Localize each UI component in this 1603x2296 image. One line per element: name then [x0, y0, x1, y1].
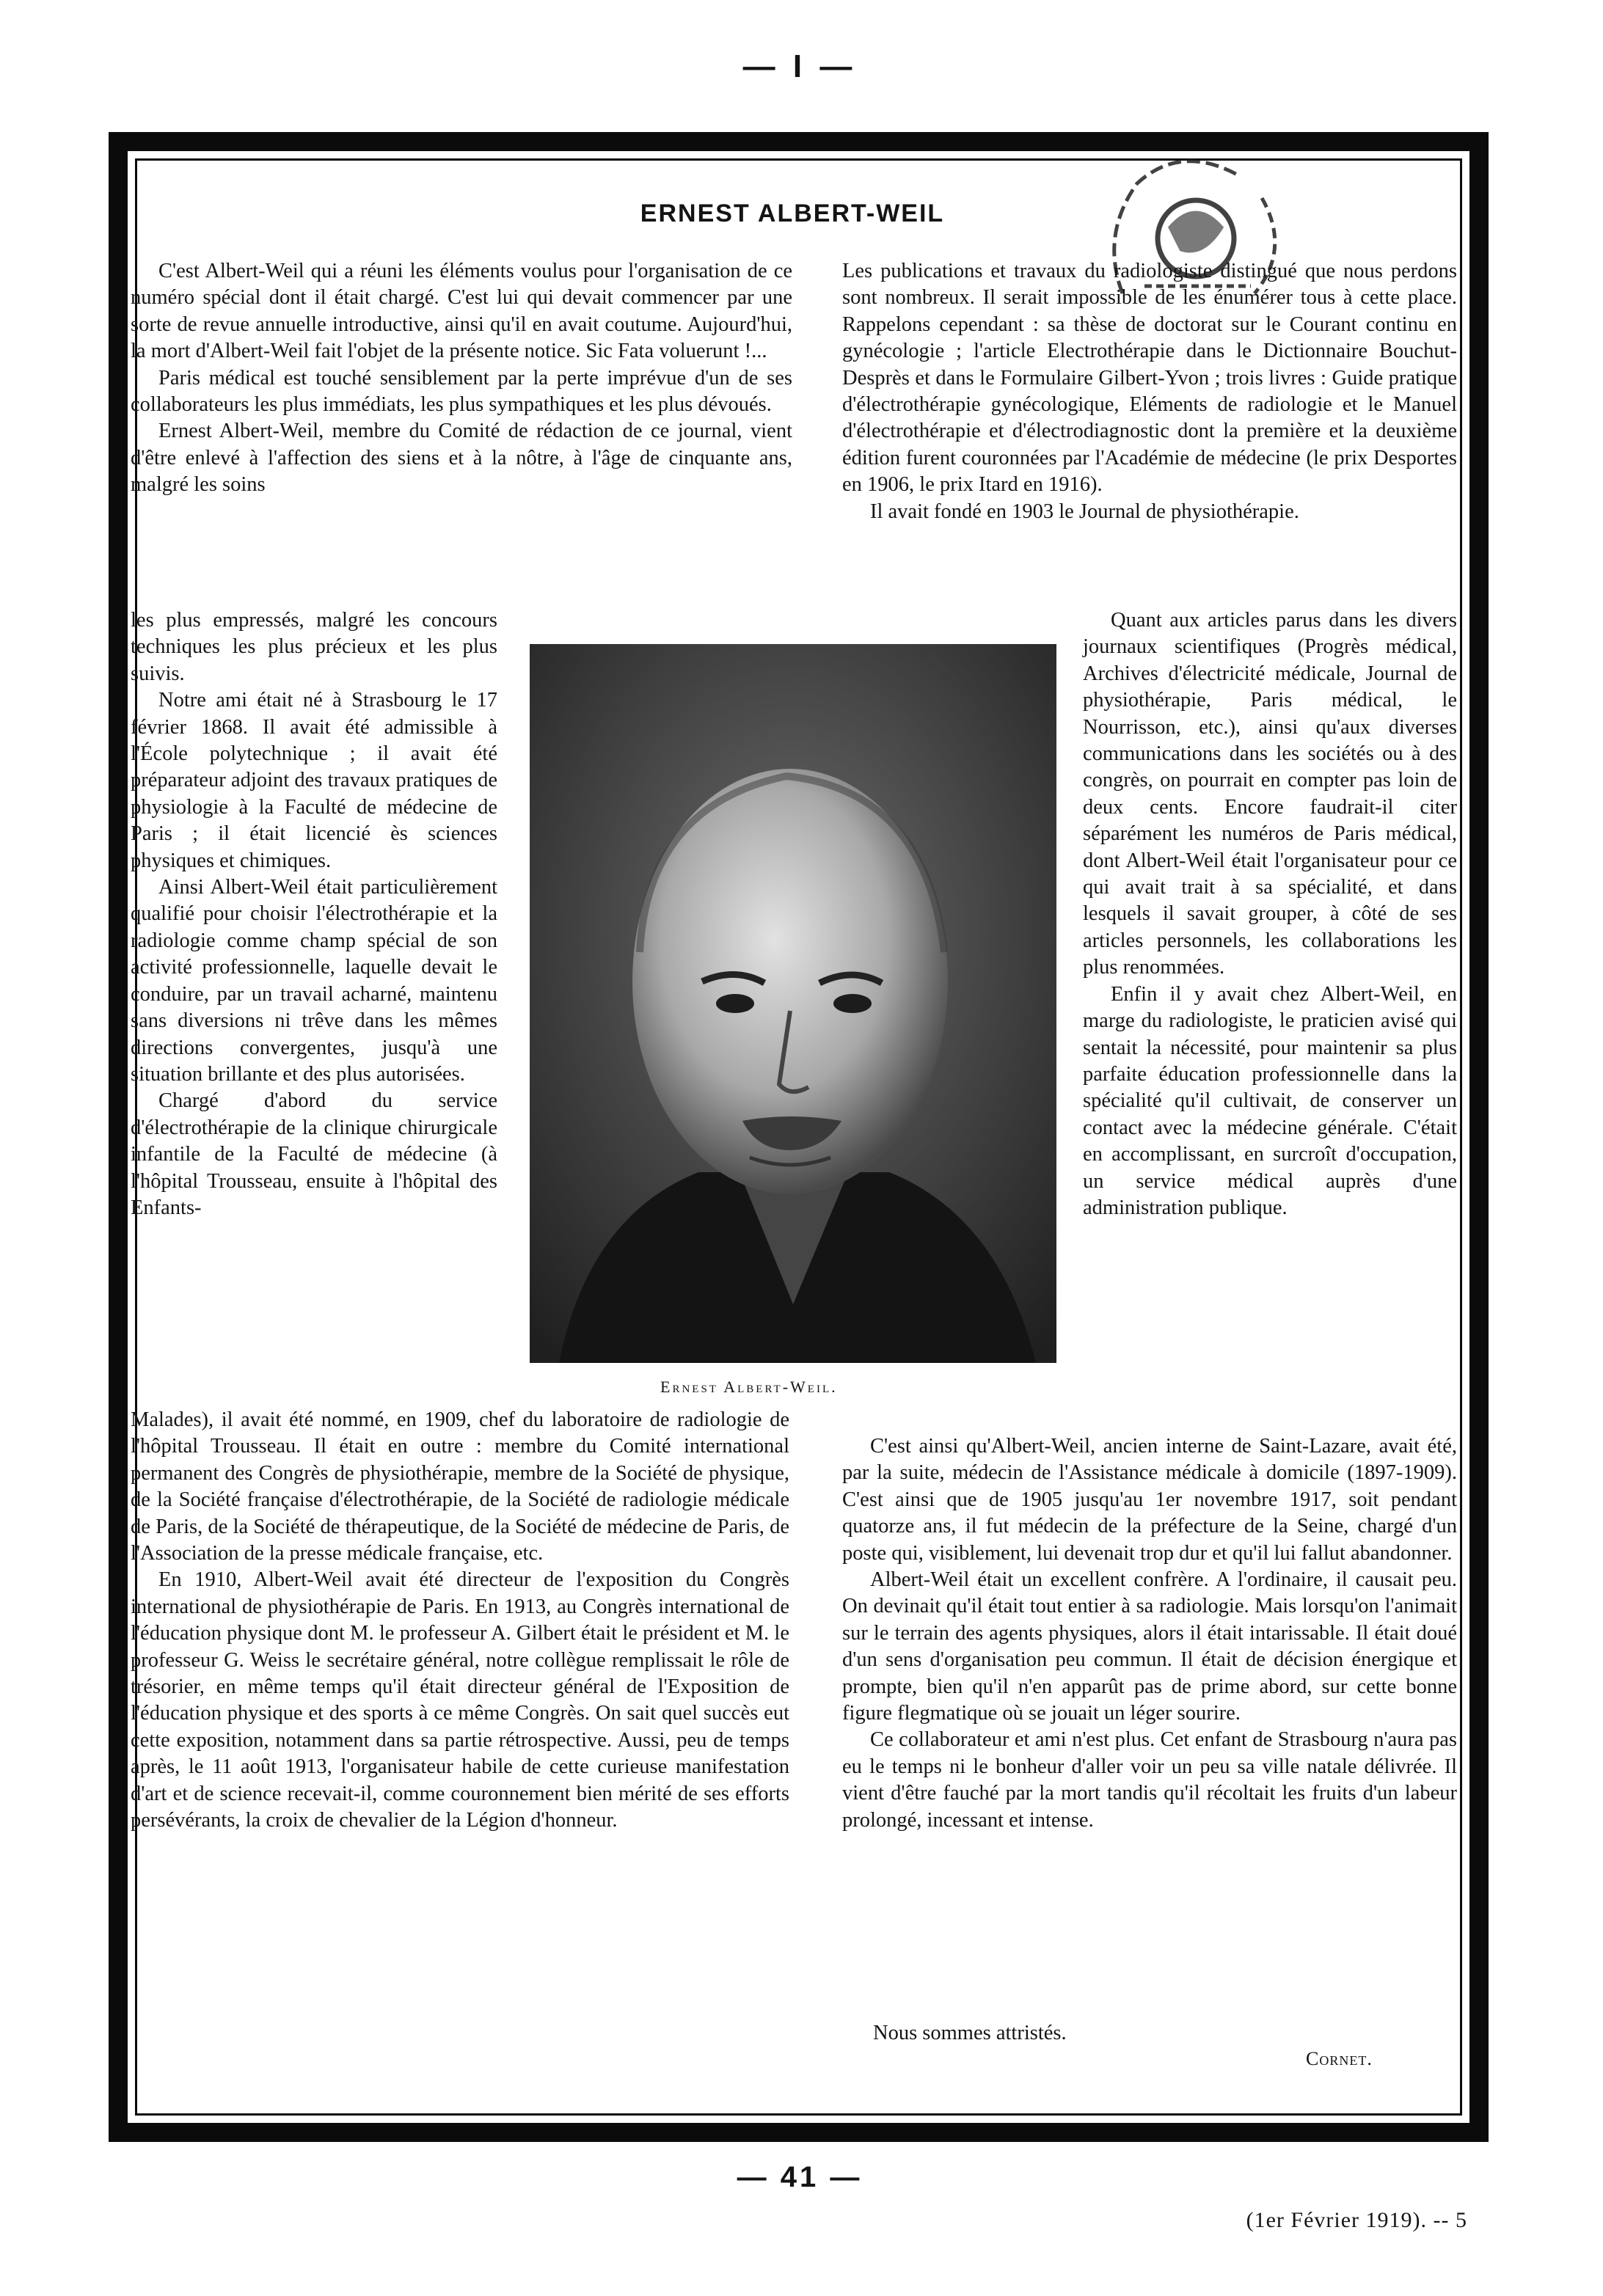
closing-line: Nous sommes attristés. [873, 2022, 1067, 2044]
paragraph: Enfin il y avait chez Albert-Weil, en marge du radiologiste, le praticien avisé qui sentait la nécessité, pour maintenir sa plus parfaite éducation professionnelle dans la spécialité qu'il cultivait, de conserver un contact avec la médecine générale. C'était en accomplissant, en surcroît d'occupation, un service médical auprès d'une administration publique. [1083, 982, 1457, 1219]
paragraph: Ce collaborateur et ami n'est plus. Cet enfant de Strasbourg n'aura pas eu le temps ni le bonheur d'aller voir un peu sa ville natale délivrée. Il vient d'être fauché par la mort tandis qu'il récoltait les fruits d'un labeur prolongé, incessant et intense. [842, 1728, 1457, 1832]
photo-caption: Ernest Albert-Weil. [660, 1378, 838, 1396]
issue-date: (1er Février 1919). -- 5 [1246, 2208, 1467, 2232]
portrait-photo [530, 644, 1056, 1363]
paragraph: En 1910, Albert-Weil avait été directeur de l'exposition du Congrès international de physiothérapie de Paris. En 1913, au Congrès international de l'éducation physique dont M. le professeur A. Gilbert était le président et M. le professeur G. Weiss le secrétaire général, notre collègue remplissait le rôle de trésorier, en même temps qu'il était directeur général de l'Exposition de l'éducation physique et des sports à ce même Congrès. On sait quel succès eut cette exposition, notamment dans sa partie rétrospective. Aussi, peu de temps après, le 11 août 1913, l'organisateur habile de cette curieuse manifestation d'art et de science recevait-il, comme couronnement bien mérité de ses efforts persévérants, la croix de chevalier de la Légion d'honneur. [131, 1568, 789, 1832]
paragraph: Les publications et travaux du radiologiste distingué que nous perdons sont nombreux. Il serait impossible de les énumérer tous à cette place. Rappelons cependant : sa thèse de doctorat sur le Courant continu en gynécologie ; l'article Electrothérapie dans le Dictionnaire Bouchut-Desprès et dans le Formulaire Gilbert-Yvon ; trois livres : Guide pratique d'électrothérapie gynécologique, Eléments de radiologie et le Manuel d'électrothérapie et d'électrodiagnostic dont la première et la deuxième édition furent couronnées par l'Académie de médecine (le prix Desportes en 1906, le prix Itard en 1916). [842, 260, 1457, 497]
left-column-narrow [131, 607, 497, 1221]
paragraph: Chargé d'abord du service d'électrothérapie de la clinique chirurgicale infantile de la Faculté de médecine (à l'hôpital Trousseau, ensuite à l'hôpital des Enfants- [131, 1089, 497, 1219]
paragraph: Ernest Albert-Weil, membre du Comité de rédaction de ce journal, vient d'être enlevé à l'affection des siens et à la nôtre, à l'âge de cinquante ans, malgré les soins [131, 420, 792, 497]
page-number: — 41 — [737, 2161, 863, 2193]
right-column-narrow [1083, 607, 1457, 1221]
portrait-illustration [530, 644, 1056, 1363]
right-column-top [842, 258, 1457, 525]
paragraph: C'est ainsi qu'Albert-Weil, ancien interne de Saint-Lazare, avait été, par la suite, médecin de l'Assistance médicale à domicile (1897-1909). C'est ainsi que de 1905 jusqu'au 1er novembre 1917, soit pendant quatorze ans, il fut médecin de la préfecture de la Seine, chargé d'un poste qui, visiblement, lui devenait trop dur et qu'il lui fallut abandonner. [842, 1435, 1457, 1565]
paragraph: Notre ami était né à Strasbourg le 17 février 1868. Il avait été admissible à l'École polytechnique ; il avait été préparateur adjoint des travaux pratiques de physiologie à la Faculté de médecine de Paris ; il était licencié ès sciences physiques et chimiques. [131, 689, 497, 872]
author-signature: Cornet. [1306, 2048, 1373, 2069]
left-column-bottom [131, 1407, 789, 1835]
paragraph: Ainsi Albert-Weil était particulièrement qualifié pour choisir l'électrothérapie et la radiologie comme champ spécial de son activité professionnelle, laquelle devait le conduire, par un travail acharné, maintenu sans diversions ni trêve dans les mêmes directions convergentes, jusqu'à une situation brillante et des plus autorisées. [131, 876, 497, 1086]
paragraph: Il avait fondé en 1903 le Journal de physiothérapie. [870, 500, 1299, 523]
right-column-bottom [842, 1433, 1457, 1834]
paragraph: Paris médical est touché sensiblement par la perte imprévue d'un de ses collaborateurs les plus immédiats, les plus sympathiques et les plus dévoués. [131, 366, 792, 417]
paragraph: Malades), il avait été nommé, en 1909, chef du laboratoire de radiologie de l'hôpital Trousseau. Il était en outre : membre du Comité international permanent des Congrès de physiothérapie, membre de la Société de physique, de la Société française d'électrothérapie, de la Société de radiologie médicale de Paris, de la Société de thérapeutique, de la Société de médecine de Paris, de l'Association de la presse médicale française, etc. [131, 1408, 789, 1565]
paragraph: Albert-Weil était un excellent confrère. A l'ordinaire, il causait peu. On devinait qu'il était tout entier à sa radiologie. Mais lorsqu'on l'animait sur le terrain des agents physiques, alors il était intarissable. Il était doué d'un sens d'organisation peu commun. Il était de décision énergique et prompte, bien qu'il n'en apparût pas de prime abord, sur cette bonne figure flegmatique où se jouait un léger sourire. [842, 1568, 1457, 1725]
paragraph: C'est Albert-Weil qui a réuni les éléments voulus pour l'organisation de ce numéro spécial dont il était chargé. C'est lui qui devait commencer par une sorte de revue annuelle introductive, ainsi qu'il en avait coutume. Aujourd'hui, la mort d'Albert-Weil fait l'objet de la présente notice. Sic Fata voluerunt !... [131, 260, 792, 363]
left-column-top [131, 258, 792, 499]
paragraph: Quant aux articles parus dans les divers journaux scientifiques (Progrès médical, Archives d'électricité médicale, Journal de physiothérapie, Paris médical, le Nourrisson, etc.), ainsi qu'aux diverses communications dans les sociétés ou à des congrès, on pourrait en compter pas loin de deux cents. Encore faudrait-il citer séparément les numéros de Paris médical, dont Albert-Weil était l'organisateur pour ce qui avait trait à sa spécialité, et dans lesquels il savait grouper, à côté de ses articles personnels, les collaborations les plus renommées. [1083, 609, 1457, 979]
top-page-marker: — I — [742, 48, 857, 84]
article-title: ERNEST ALBERT-WEIL [640, 200, 945, 227]
paragraph: les plus empressés, malgré les concours techniques les plus précieux et les plus suivis. [131, 609, 497, 685]
